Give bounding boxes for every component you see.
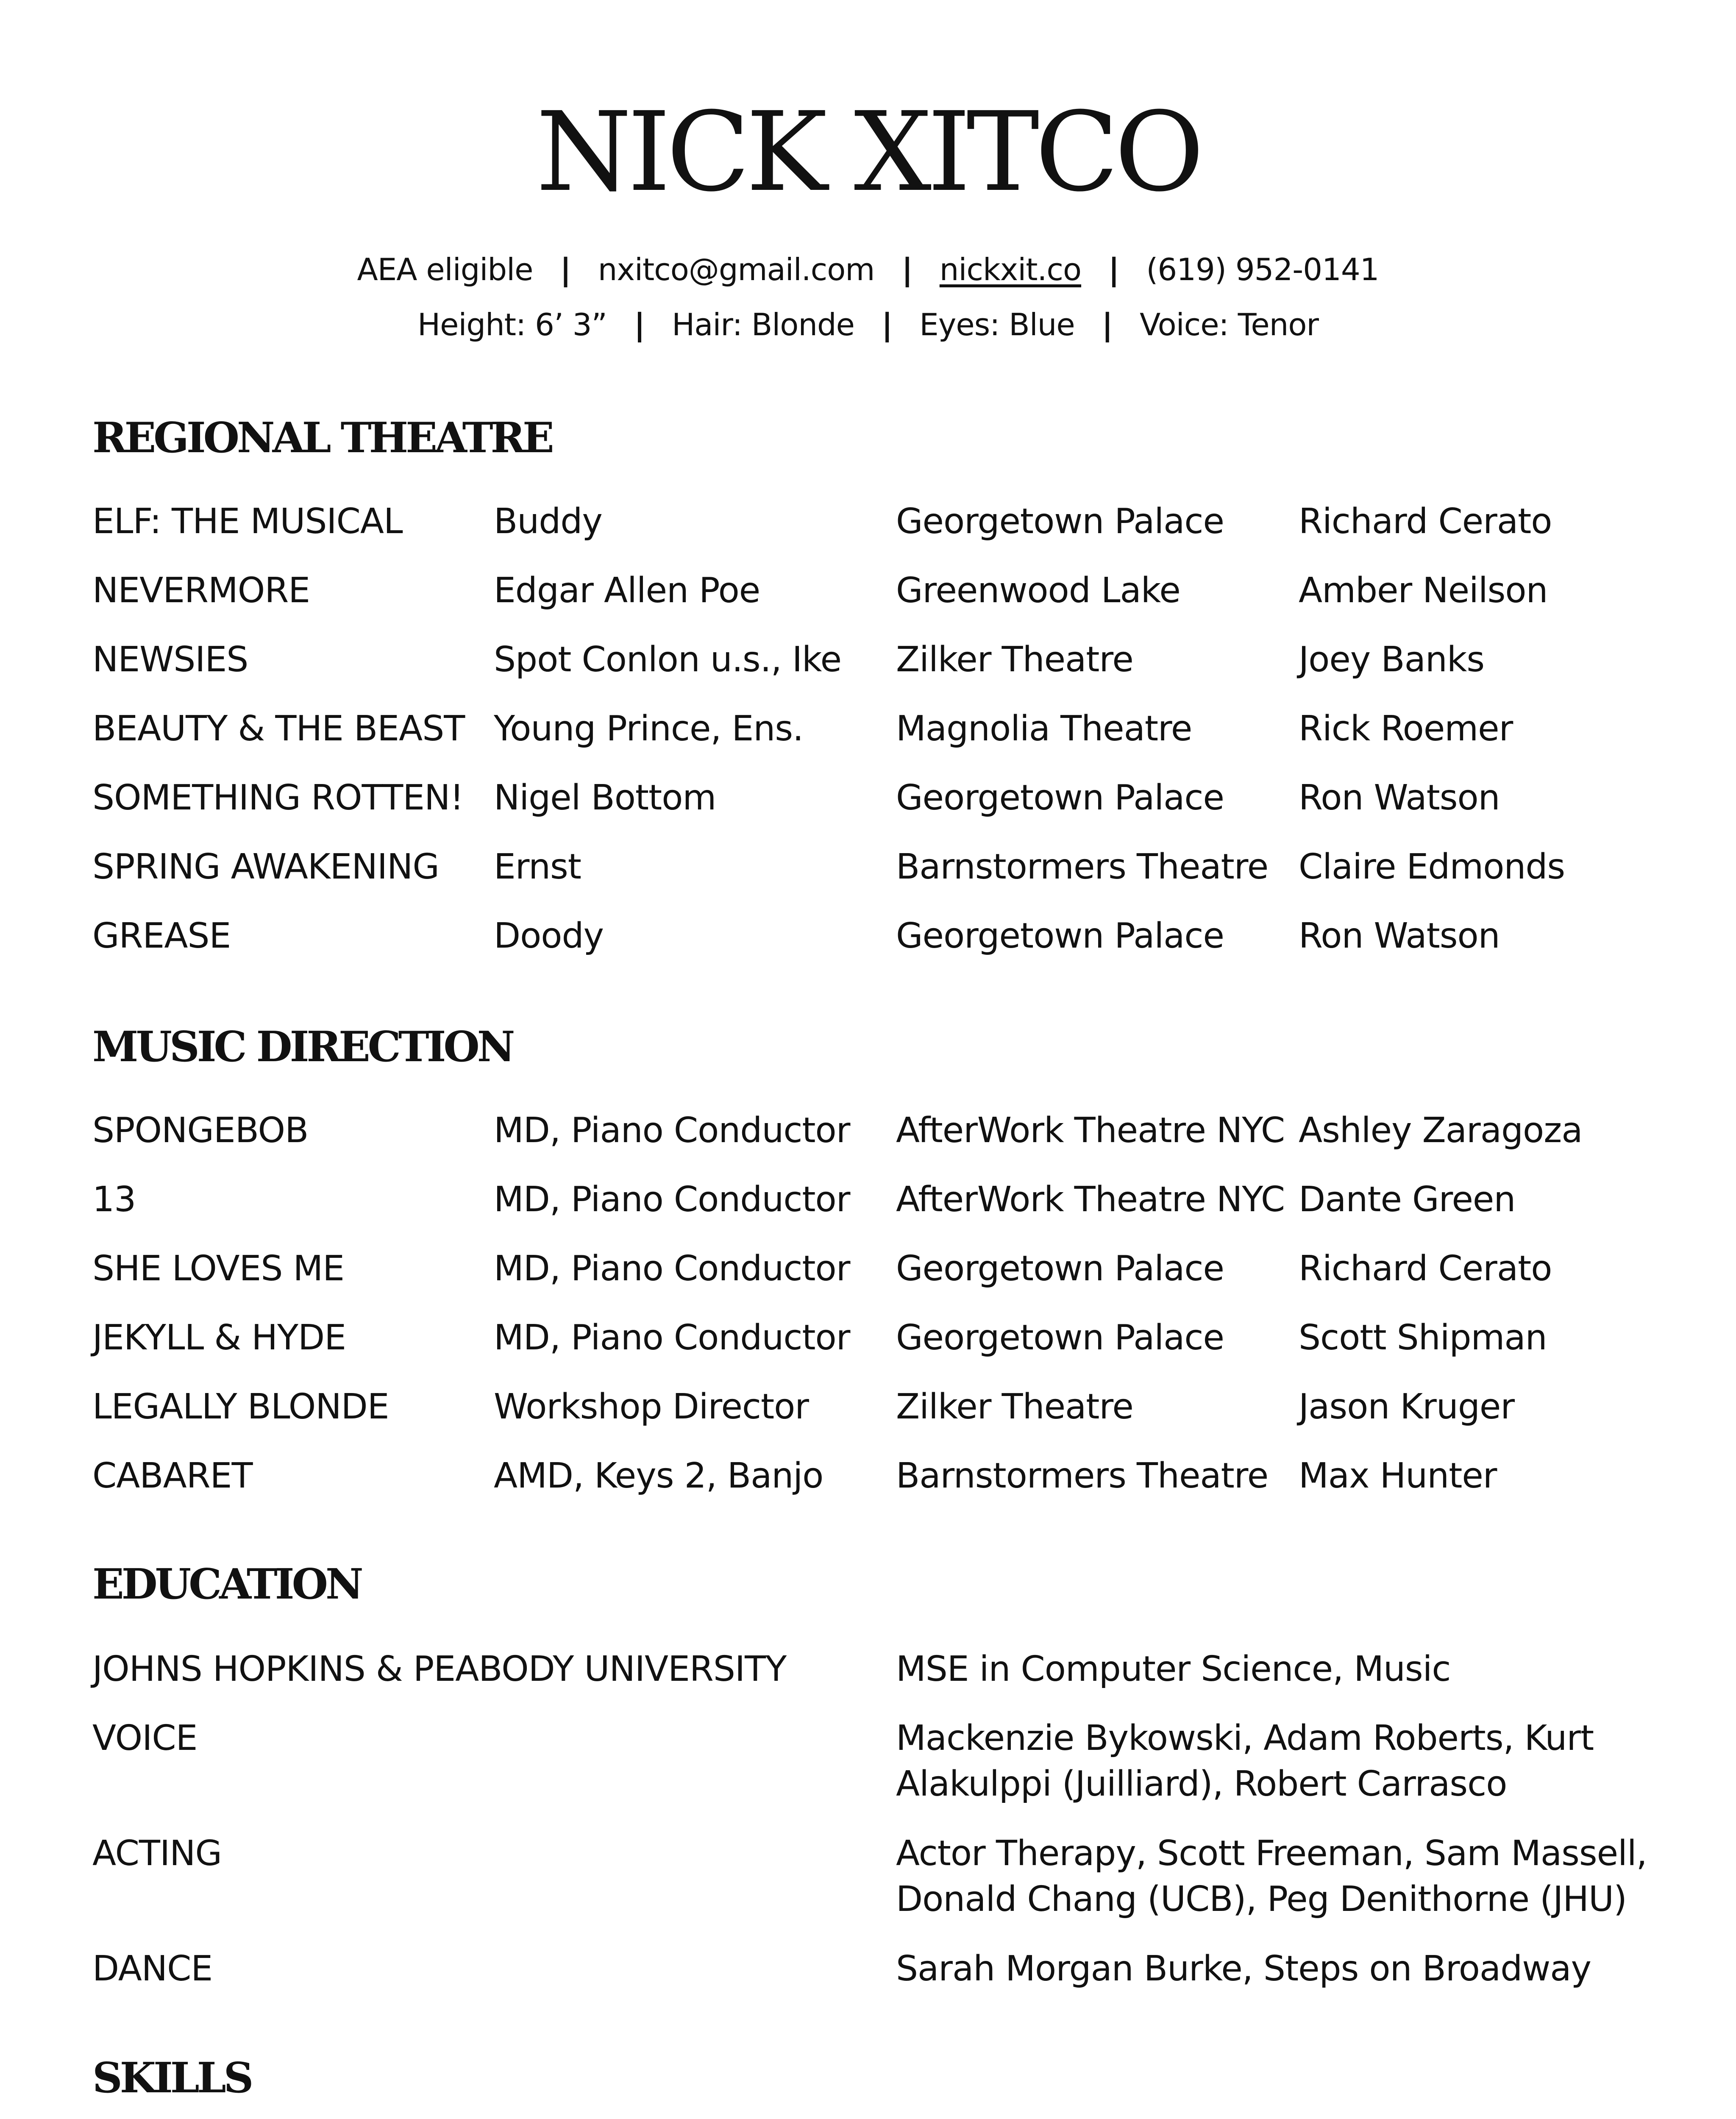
role: Doody bbox=[494, 916, 604, 956]
credit-row bbox=[0, 1456, 1736, 1497]
director: Richard Cerato bbox=[1299, 1249, 1552, 1289]
venue: Barnstormers Theatre bbox=[896, 847, 1269, 887]
venue: Barnstormers Theatre bbox=[896, 1456, 1269, 1496]
venue: AfterWork Theatre NYC bbox=[896, 1110, 1285, 1151]
director: Max Hunter bbox=[1299, 1456, 1497, 1496]
name-heading: NICK XITCO bbox=[536, 89, 1200, 216]
music-direction-title: MUSIC DIRECTION bbox=[92, 1023, 513, 1071]
show-title: NEVERMORE bbox=[92, 570, 310, 611]
role: Buddy bbox=[494, 501, 602, 542]
venue: AfterWork Theatre NYC bbox=[896, 1179, 1285, 1220]
role: Edgar Allen Poe bbox=[494, 570, 760, 611]
separator: | bbox=[634, 307, 645, 342]
credit-row bbox=[0, 1251, 1736, 1290]
credit-row bbox=[0, 916, 1736, 957]
venue: Georgetown Palace bbox=[896, 778, 1224, 818]
show-title: 13 bbox=[92, 1179, 136, 1220]
venue: Georgetown Palace bbox=[896, 916, 1224, 956]
director: Claire Edmonds bbox=[1299, 847, 1565, 887]
role: AMD, Keys 2, Banjo bbox=[494, 1456, 823, 1496]
show-title: GREASE bbox=[92, 916, 231, 956]
venue: Georgetown Palace bbox=[896, 1318, 1224, 1358]
credit-row bbox=[0, 778, 1736, 819]
role: MD, Piano Conductor bbox=[494, 1179, 850, 1220]
union-status: AEA eligible bbox=[357, 252, 533, 287]
separator: | bbox=[901, 252, 913, 287]
height-stat: Height: 6’ 3” bbox=[417, 307, 607, 342]
education-teachers: Actor Therapy, Scott Freeman, Sam Massell, Donald Chang (UCB), Peg Denithorne (JHU) bbox=[896, 1833, 1647, 1919]
regional-theatre-title: REGIONAL THEATRE bbox=[92, 414, 552, 462]
separator: | bbox=[1102, 307, 1113, 342]
director: Ashley Zaragoza bbox=[1299, 1110, 1583, 1151]
website-link[interactable]: nickxit.co bbox=[939, 252, 1082, 287]
education-teachers: Sarah Morgan Burke, Steps on Broadway bbox=[896, 1949, 1591, 1989]
separator: | bbox=[1108, 252, 1119, 287]
role: MD, Piano Conductor bbox=[494, 1318, 850, 1358]
education-detail: MSE in Computer Science, Music bbox=[896, 1649, 1451, 1689]
show-title: SHE LOVES ME bbox=[92, 1249, 345, 1289]
director: Amber Neilson bbox=[1299, 570, 1548, 611]
venue: Magnolia Theatre bbox=[896, 709, 1192, 749]
role: MD, Piano Conductor bbox=[494, 1249, 850, 1289]
credit-row bbox=[0, 847, 1736, 888]
email-link[interactable]: nxitco@gmail.com bbox=[598, 252, 875, 287]
role: Spot Conlon u.s., Ike bbox=[494, 640, 842, 680]
credit-row bbox=[0, 570, 1736, 612]
phone-number[interactable]: (619) 952-0141 bbox=[1146, 252, 1379, 287]
role: MD, Piano Conductor bbox=[494, 1110, 850, 1151]
director: Rick Roemer bbox=[1299, 709, 1513, 749]
voice-stat: Voice: Tenor bbox=[1139, 307, 1319, 342]
separator: | bbox=[881, 307, 893, 342]
education-institution: JOHNS HOPKINS & PEABODY UNIVERSITY bbox=[92, 1649, 787, 1689]
skills-title: SKILLS bbox=[92, 2054, 251, 2102]
director: Joey Banks bbox=[1299, 640, 1485, 680]
director: Richard Cerato bbox=[1299, 501, 1552, 542]
credit-row bbox=[0, 501, 1736, 542]
venue: Zilker Theatre bbox=[896, 1387, 1133, 1427]
eyes-stat: Eyes: Blue bbox=[919, 307, 1075, 342]
credit-row bbox=[0, 1110, 1736, 1151]
credit-row bbox=[0, 642, 1736, 681]
role: Workshop Director bbox=[494, 1387, 809, 1427]
director: Ron Watson bbox=[1299, 916, 1500, 956]
show-title: SPRING AWAKENING bbox=[92, 847, 439, 887]
credit-row bbox=[0, 709, 1736, 750]
education-teachers: Mackenzie Bykowski, Adam Roberts, Kurt Alakulppi (Juilliard), Robert Carrasco bbox=[896, 1718, 1594, 1804]
role: Nigel Bottom bbox=[494, 778, 716, 818]
director: Jason Kruger bbox=[1299, 1387, 1515, 1427]
venue: Georgetown Palace bbox=[896, 1249, 1224, 1289]
contact-row bbox=[0, 254, 1736, 285]
education-category: ACTING bbox=[92, 1833, 222, 1874]
show-title: JEKYLL & HYDE bbox=[92, 1318, 346, 1358]
hair-stat: Hair: Blonde bbox=[672, 307, 854, 342]
show-title: LEGALLY BLONDE bbox=[92, 1387, 389, 1427]
director: Ron Watson bbox=[1299, 778, 1500, 818]
show-title: SPONGEBOB bbox=[92, 1110, 309, 1151]
education-title: EDUCATION bbox=[92, 1560, 361, 1609]
venue: Zilker Theatre bbox=[896, 640, 1133, 680]
show-title: NEWSIES bbox=[92, 640, 248, 680]
venue: Georgetown Palace bbox=[896, 501, 1224, 542]
show-title: BEAUTY & THE BEAST bbox=[92, 709, 465, 749]
separator: | bbox=[560, 252, 571, 287]
role: Ernst bbox=[494, 847, 581, 887]
role: Young Prince, Ens. bbox=[494, 709, 804, 749]
credit-row bbox=[0, 1387, 1736, 1428]
credit-row bbox=[0, 1179, 1736, 1221]
stats-row bbox=[0, 309, 1736, 340]
education-category: DANCE bbox=[92, 1949, 213, 1989]
venue: Greenwood Lake bbox=[896, 570, 1180, 611]
director: Scott Shipman bbox=[1299, 1318, 1547, 1358]
credit-row bbox=[0, 1318, 1736, 1359]
show-title: ELF: THE MUSICAL bbox=[92, 501, 403, 542]
director: Dante Green bbox=[1299, 1179, 1516, 1220]
show-title: CABARET bbox=[92, 1456, 253, 1496]
education-category: VOICE bbox=[92, 1718, 198, 1758]
show-title: SOMETHING ROTTEN! bbox=[92, 778, 464, 818]
